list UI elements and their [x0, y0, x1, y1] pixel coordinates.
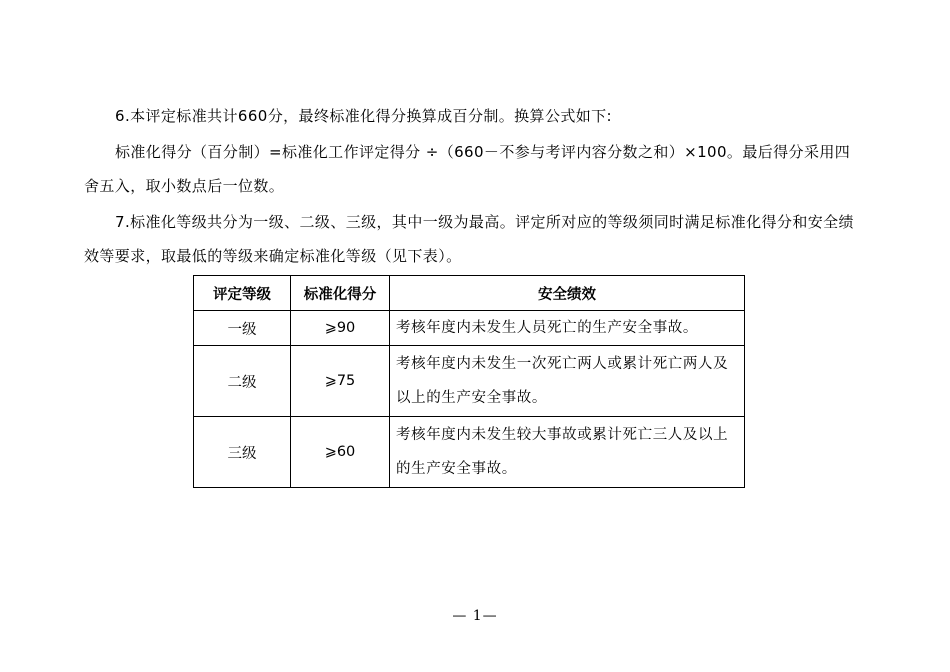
table-header-row [194, 276, 745, 311]
header-safety: 安全绩效 [390, 276, 745, 311]
paragraph-6: 6.本评定标准共计660分，最终标准化得分换算成百分制。换算公式如下: [115, 107, 612, 125]
table-row [194, 417, 745, 488]
safety-cell: 考核年度内未发生较大事故或累计死亡三人及以上的生产安全事故。 [390, 417, 745, 488]
table-row [194, 346, 745, 417]
safety-cell: 考核年度内未发生人员死亡的生产安全事故。 [390, 311, 745, 346]
grade-cell: 三级 [194, 417, 291, 488]
score-cell: ⩾75 [291, 346, 390, 417]
header-grade: 评定等级 [194, 276, 291, 311]
formula-paragraph: 标准化得分（百分制）=标准化工作评定得分 ÷（660－不参与考评内容分数之和）×100。最后得分采用四舍五入，取小数点后一位数。 [84, 143, 851, 195]
safety-cell: 考核年度内未发生一次死亡两人或累计死亡两人及以上的生产安全事故。 [390, 346, 745, 417]
header-score: 标准化得分 [291, 276, 390, 311]
score-cell: ⩾90 [291, 311, 390, 346]
grade-table [193, 275, 745, 488]
table-row [194, 311, 745, 346]
page-number: — 1— [452, 608, 498, 624]
score-cell: ⩾60 [291, 417, 390, 488]
grade-cell: 一级 [194, 311, 291, 346]
paragraph-7: 7.标准化等级共分为一级、二级、三级，其中一级为最高。评定所对应的等级须同时满足标准化得分和安全绩效等要求，取最低的等级来确定标准化等级（见下表）。 [84, 213, 854, 265]
grade-cell: 二级 [194, 346, 291, 417]
